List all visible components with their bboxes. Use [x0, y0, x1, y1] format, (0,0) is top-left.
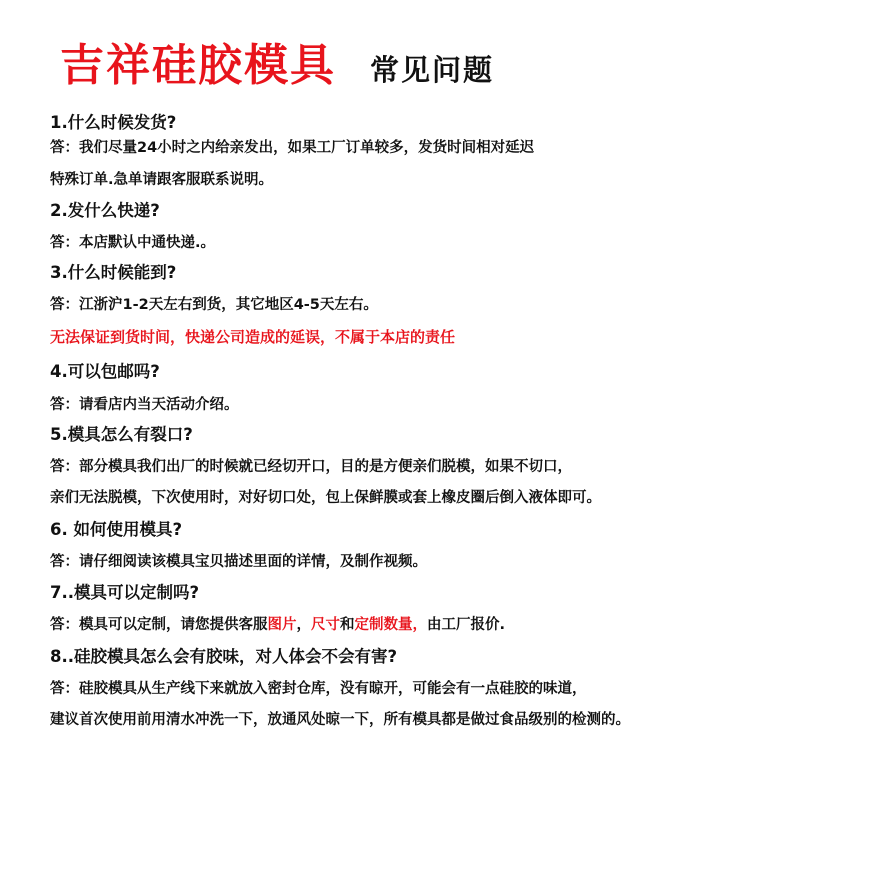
faq-question-8: 8..硅胶模具怎么会有胶味，对人体会不会有害?: [50, 647, 398, 666]
faq-answer-4: 答：请看店内当天活动介绍。: [50, 397, 239, 413]
faq-answer-6: 答：请仔细阅读该模具宝贝描述里面的详情，及制作视频。: [50, 554, 427, 570]
faq-answer-7-size: 尺寸: [311, 617, 340, 633]
faq-question-3: 3.什么时候能到?: [50, 263, 177, 282]
page-title: 常见问题: [370, 53, 495, 87]
faq-answer-1-line-1: 答：我们尽量24小时之内给亲发出，如果工厂订单较多，发货时间相对延迟: [50, 140, 535, 156]
faq-answer-7-text: 答：模具可以定制，请您提供客服: [50, 617, 268, 633]
faq-answer-8-line-1: 答：硅胶模具从生产线下来就放入密封仓库，没有晾开，可能会有一点硅胶的味道，: [50, 681, 587, 697]
faq-question-2: 2.发什么快递?: [50, 201, 160, 220]
faq-answer-5-line-1: 答：部分模具我们出厂的时候就已经切开口，目的是方便亲们脱模，如果不切口，: [50, 459, 572, 475]
faq-answer-5-line-2: 亲们无法脱模，下次使用时，对好切口处，包上保鲜膜或套上橡皮圈后倒入液体即可。: [50, 490, 601, 506]
faq-question-7: 7..模具可以定制吗?: [50, 583, 200, 602]
faq-answer-7-quantity: 定制数量，: [354, 617, 427, 633]
faq-answer-7-and: 和: [340, 617, 355, 633]
faq-question-6: 6. 如何使用模具?: [50, 520, 183, 539]
faq-answer-3: 答：江浙沪1-2天左右到货，其它地区4-5天左右。: [50, 297, 378, 313]
faq-answer-7: [50, 618, 505, 633]
faq-answer-7-separator: ，: [296, 617, 311, 633]
faq-answer-1-line-2: 特殊订单.急单请跟客服联系说明。: [50, 172, 274, 188]
faq-answer-3-warning: 无法保证到货时间，快递公司造成的延误，不属于本店的责任: [50, 328, 456, 346]
brand-title: 吉祥硅胶模具: [60, 40, 336, 91]
faq-answer-8-line-2: 建议首次使用前用清水冲洗一下，放通风处晾一下，所有模具都是做过食品级别的检测的。: [50, 712, 630, 728]
faq-question-1: 1.什么时候发货?: [50, 113, 177, 132]
faq-answer-7-quote: 由工厂报价.: [427, 617, 506, 633]
faq-question-4: 4.可以包邮吗?: [50, 362, 160, 381]
faq-answer-2: 答：本店默认中通快递.。: [50, 235, 216, 251]
faq-answer-7-picture: 图片: [267, 617, 297, 633]
faq-question-5: 5.模具怎么有裂口?: [50, 425, 193, 444]
